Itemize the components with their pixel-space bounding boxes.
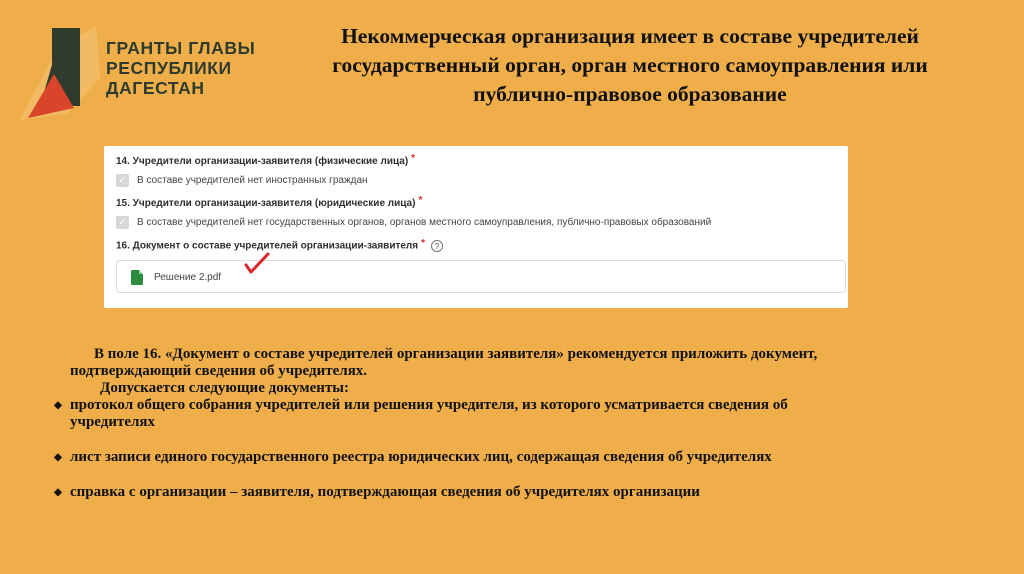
logo-text [106, 38, 255, 98]
logo [18, 18, 256, 128]
logo-line-3: ДАГЕСТАН [106, 78, 205, 98]
bullet-diamond-icon: ◆ [54, 487, 62, 498]
pdf-file-icon [131, 270, 143, 285]
file-name[interactable]: Решение 2.pdf [154, 272, 222, 283]
checkbox-checked-icon[interactable]: ✓ [116, 174, 129, 187]
paragraph-2: подтверждающий сведения об учредителях. [70, 363, 368, 379]
required-star: * [418, 195, 423, 206]
question-15-label: 15. Учредители организации-заявителя (юридические лица) * [116, 195, 423, 209]
question-15-option[interactable] [116, 216, 711, 229]
title-line-2: государственный орган, орган местного самоуправления или [332, 53, 928, 77]
list-item [46, 449, 970, 466]
question-14-label: 14. Учредители организации-заявителя (физические лица) * [116, 153, 416, 167]
logo-line-1: ГРАНТЫ ГЛАВЫ [106, 38, 256, 58]
logo-line-2: РЕСПУБЛИКИ [106, 58, 232, 78]
title-line-3: публично-правовое образование [473, 82, 787, 106]
bullet-diamond-icon: ◆ [54, 400, 62, 411]
allowed-documents-heading: Допускается следующие документы: [100, 380, 350, 396]
logo-emblem-icon [18, 18, 108, 128]
question-14-option-label: В составе учредителей нет иностранных граждан [137, 175, 368, 186]
red-checkmark-annotation-icon [244, 252, 270, 276]
list-item-text: лист записи единого государственного реестра юридических лиц, содержащая сведения об учредителях [70, 449, 772, 465]
list-item-text: справка с организации – заявителя, подтверждающая сведения об учредителях организации [70, 484, 700, 500]
required-star: * [421, 237, 426, 249]
list-item [46, 484, 970, 501]
paragraph-1: В поле 16. «Документ о составе учредителей организации заявителя» рекомендуется приложить документ, [94, 346, 818, 362]
list-item-text: протокол общего собрания учредителей или решения учредителя, из которого усматривается сведения об [70, 397, 788, 413]
help-icon[interactable]: ? [431, 240, 443, 252]
uploaded-file[interactable] [116, 260, 846, 293]
question-14-option[interactable] [116, 174, 368, 187]
required-star: * [411, 153, 416, 164]
bullet-diamond-icon: ◆ [54, 452, 62, 463]
slide-title [258, 22, 1002, 109]
application-form-screenshot [104, 146, 848, 308]
checkbox-checked-icon[interactable]: ✓ [116, 216, 129, 229]
question-15-option-label: В составе учредителей нет государственных органов, органов местного самоуправления, публично-правовых образований [137, 217, 712, 228]
list-item [46, 397, 970, 431]
title-line-1: Некоммерческая организация имеет в составе учредителей [341, 24, 919, 48]
question-16-label: 16. Документ о составе учредителей организации-заявителя * ? [116, 240, 443, 252]
list-item-text: учредителях [70, 414, 156, 430]
explanation-text [54, 346, 970, 501]
